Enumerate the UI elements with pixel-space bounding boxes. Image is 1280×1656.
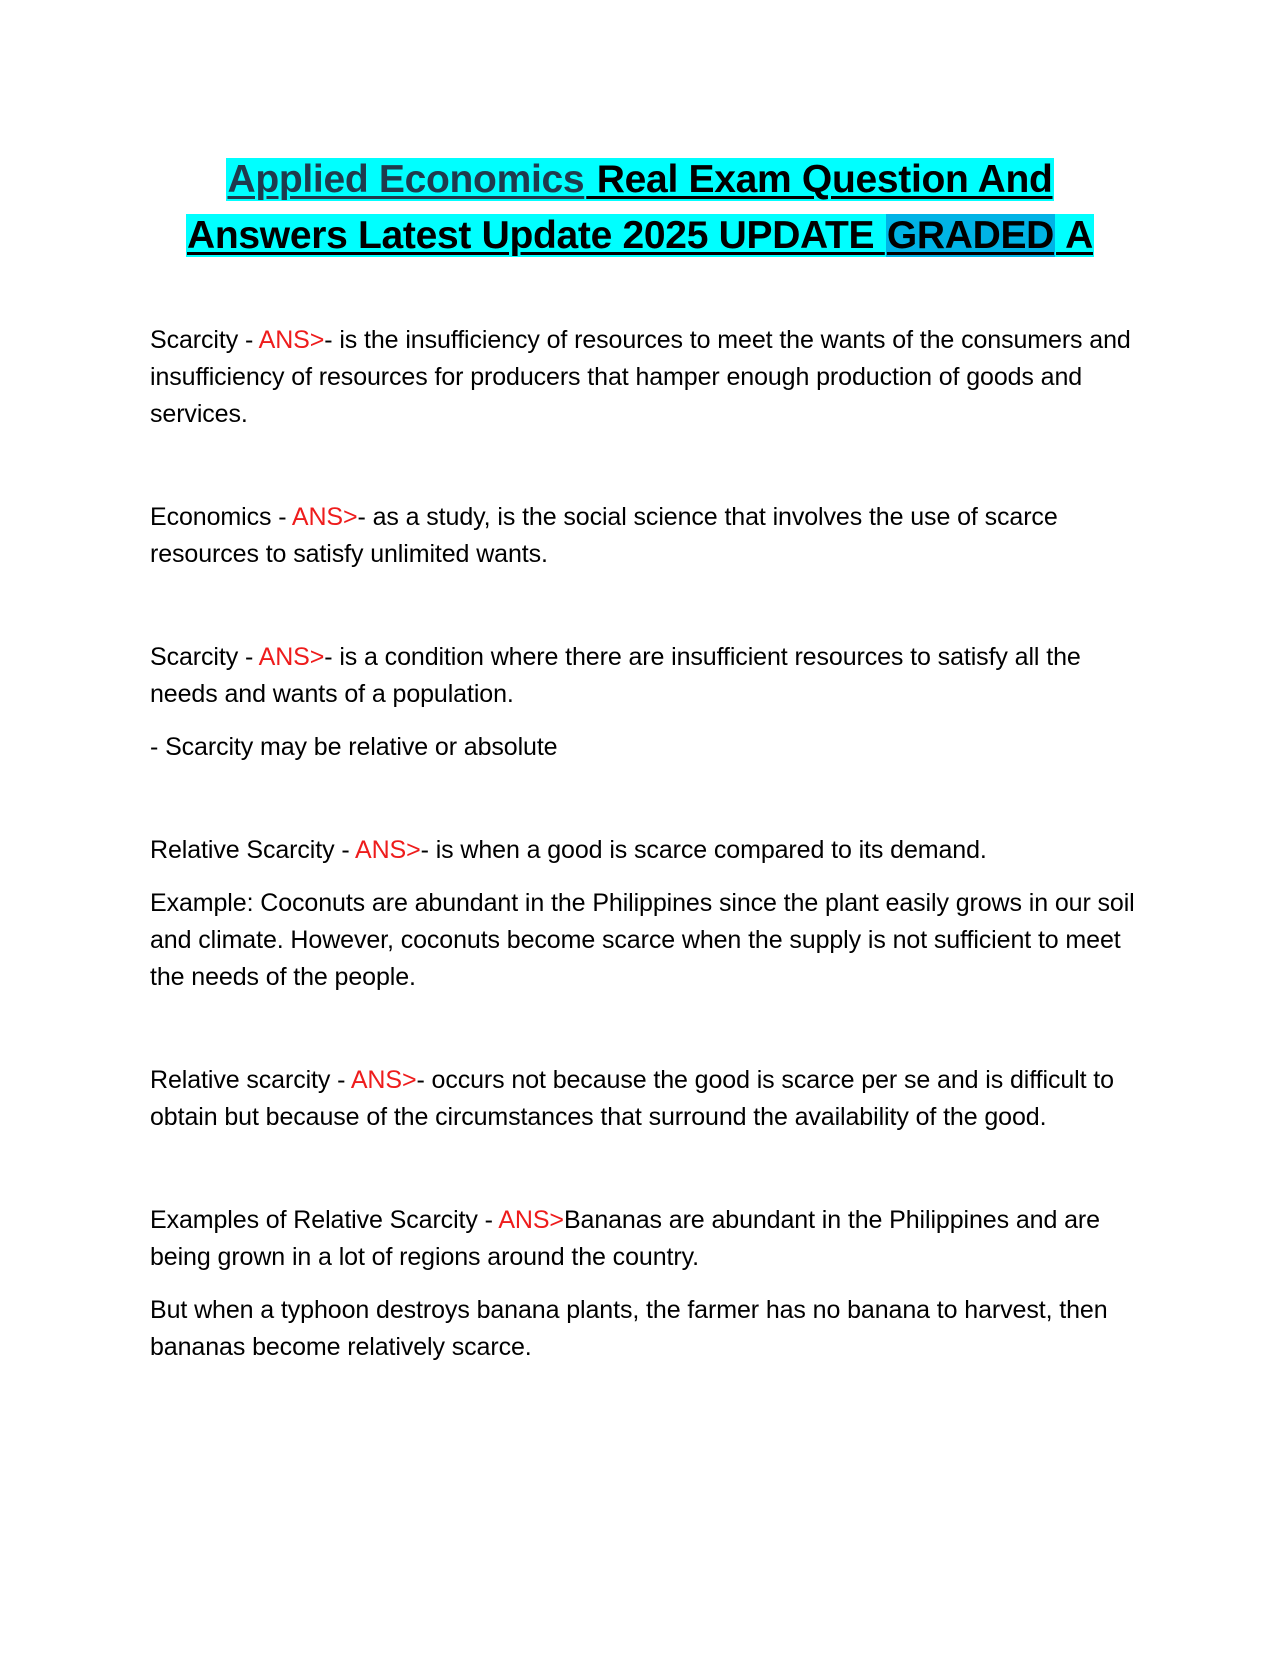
- qa-term: Scarcity -: [150, 643, 259, 671]
- qa-answer: - is when a good is scarce compared to its demand.: [420, 836, 987, 864]
- qa-answer: Bananas are abundant in the Philippines and are being grown in a lot of regions around the country.: [150, 1206, 1100, 1271]
- ans-marker: ANS>: [258, 643, 325, 671]
- qa-definition: [150, 832, 1140, 869]
- qa-definition: [150, 1062, 1140, 1136]
- title-line-1: [0, 152, 1280, 208]
- document-title: [0, 152, 1280, 264]
- qa-entry: [150, 832, 1140, 996]
- ans-marker: ANS>: [355, 836, 421, 864]
- qa-term: Examples of Relative Scarcity -: [150, 1206, 499, 1234]
- title-highlight-real-exam: Real Exam Question And: [586, 158, 1053, 201]
- qa-answer: - is a condition where there are insufficient resources to satisfy all the needs and wants of a population.: [150, 643, 1081, 708]
- qa-term: Scarcity -: [150, 326, 259, 354]
- ans-marker: ANS>: [350, 1066, 417, 1094]
- title-highlight-applied-economics: Applied Economics: [227, 158, 585, 201]
- qa-definition: [150, 1202, 1140, 1276]
- ans-marker: ANS>: [291, 503, 358, 531]
- title-highlight-answers-latest: Answers Latest Update 2025 UPDATE: [187, 214, 885, 257]
- qa-entry: [150, 639, 1140, 766]
- qa-answer: - as a study, is the social science that involves the use of scarce resources to satisfy unlimited wants.: [150, 503, 1058, 568]
- qa-example: But when a typhoon destroys banana plants, the farmer has no banana to harvest, then bananas become relatively scarce.: [150, 1296, 1108, 1361]
- title-highlight-graded: GRADED: [886, 214, 1055, 257]
- qa-term: Relative scarcity -: [150, 1066, 351, 1094]
- qa-answer: - is the insufficiency of resources to meet the wants of the consumers and insufficiency of resources for producers that hamper enough production of goods and services.: [150, 326, 1131, 428]
- qa-entry: [150, 1062, 1140, 1136]
- qa-term: Economics -: [150, 503, 292, 531]
- qa-term: Relative Scarcity -: [150, 836, 356, 864]
- qa-entry: [150, 1202, 1140, 1366]
- qa-entry: [150, 322, 1140, 433]
- title-line-2: [0, 208, 1280, 264]
- qa-definition: [150, 639, 1140, 713]
- qa-definition: [150, 499, 1140, 573]
- qa-answer: - occurs not because the good is scarce per se and is difficult to obtain but because of the circumstances that surround the availability of the good.: [150, 1066, 1114, 1131]
- ans-marker: ANS>: [498, 1206, 564, 1234]
- qa-example: Example: Coconuts are abundant in the Philippines since the plant easily grows in our soil and climate. However, coconuts become scarce when the supply is not sufficient to meet the needs of the people.: [150, 889, 1135, 991]
- qa-definition: [150, 322, 1140, 433]
- title-highlight-a: A: [1056, 214, 1093, 257]
- qa-entry: [150, 499, 1140, 573]
- qa-list: [150, 322, 1140, 1366]
- ans-marker: ANS>: [258, 326, 325, 354]
- qa-note: - Scarcity may be relative or absolute: [150, 733, 558, 761]
